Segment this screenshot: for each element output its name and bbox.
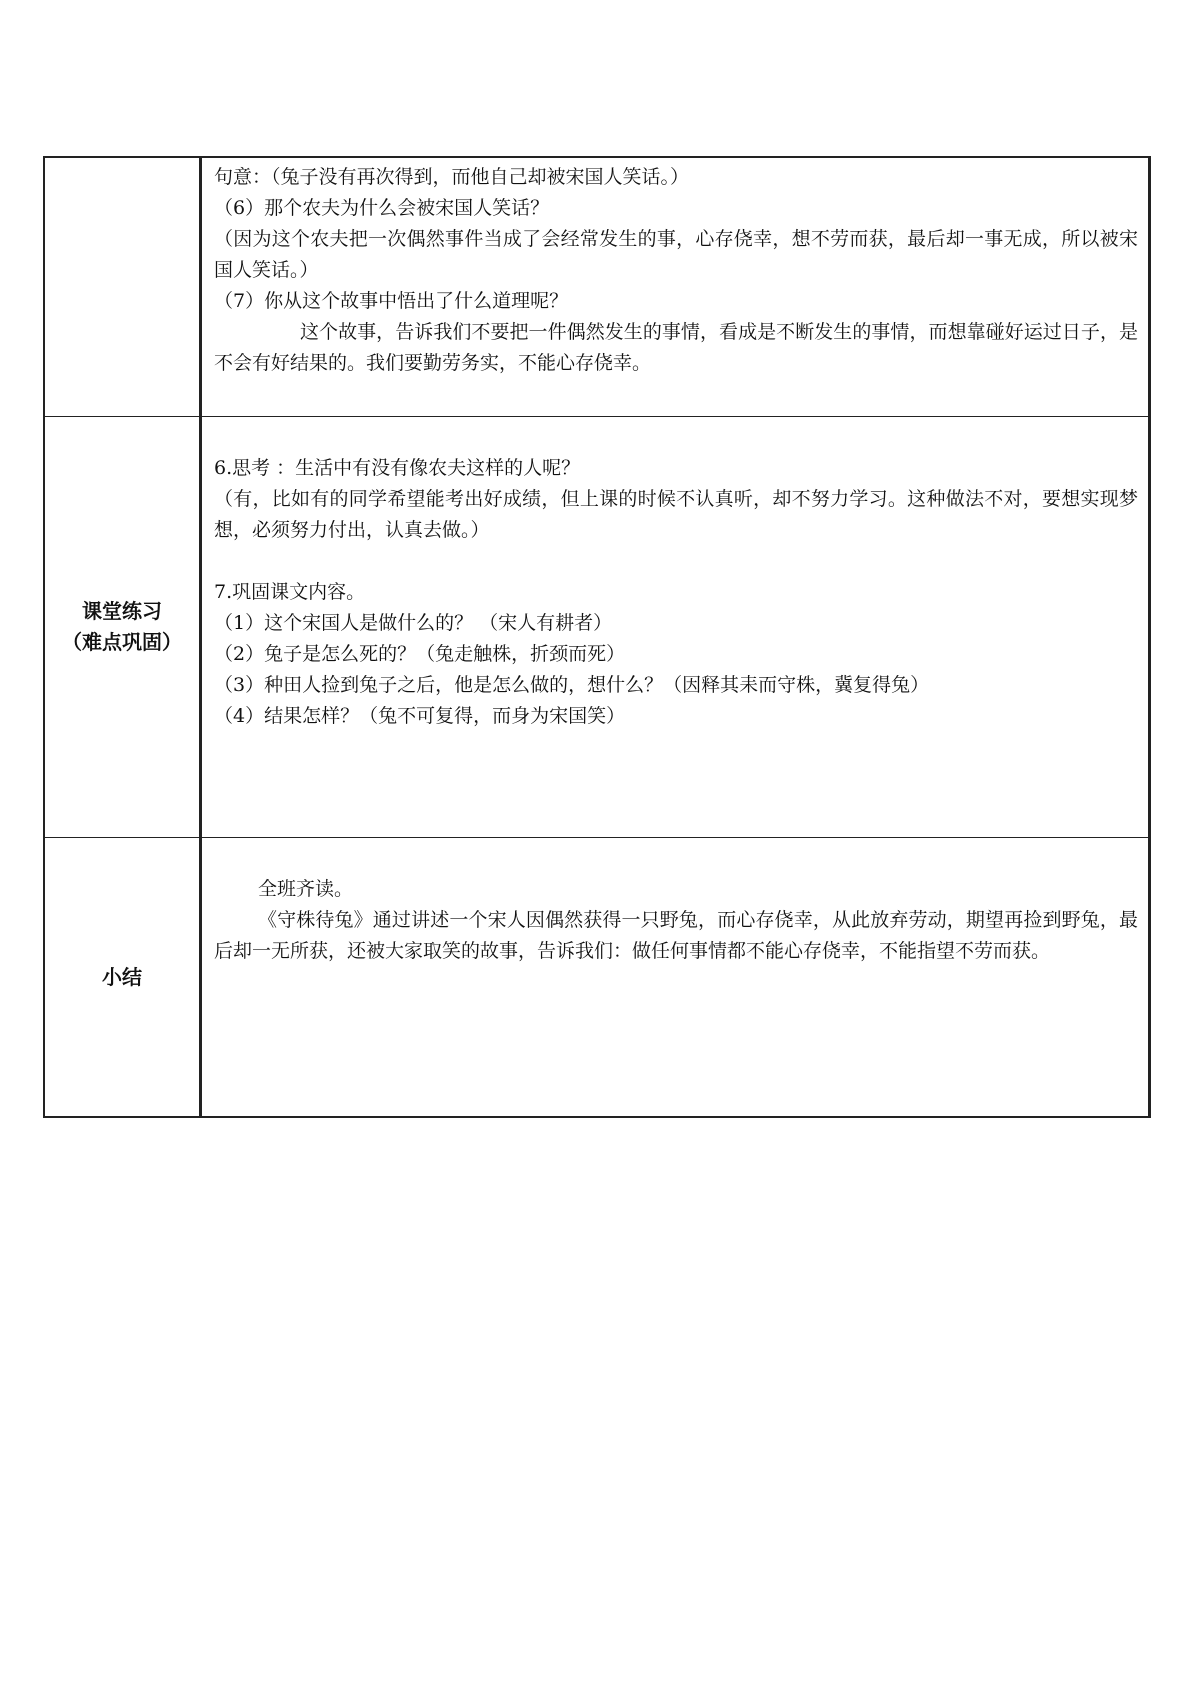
table-row (44, 157, 1150, 417)
text-line: 7.巩固课文内容。 (214, 581, 366, 603)
text-paragraph: 《守株待兔》通过讲述一个宋人因偶然获得一只野兔，而心存侥幸，从此放弃劳动，期望再捡到野兔，最后却一无所获，还被大家取笑的故事，告诉我们：做任何事情都不能心存侥幸，不能指望不劳而获。 (214, 909, 1138, 962)
text-line: 6.思考 ：生活中有没有像农夫这样的人呢？ (214, 457, 581, 479)
row-label: 课堂练习 (82, 599, 162, 623)
text-line: （7）你从这个故事中悟出了什么道理呢？ (214, 290, 569, 312)
text-line: （2）兔子是怎么死的？（兔走触株，折颈而死） (214, 643, 626, 665)
text-line: （4）结果怎样？（兔不可复得，而身为宋国笑） (214, 705, 626, 727)
row-label-cell (44, 417, 201, 838)
text-line: 句意：（兔子没有再次得到，而他自己却被宋国人笑话。） (214, 166, 690, 188)
text-line: （6）那个农夫为什么会被宋国人笑话？ (214, 197, 550, 219)
row-label: 小结 (102, 964, 142, 989)
blank-line (214, 546, 1138, 577)
row-content-cell (201, 417, 1150, 838)
text-line: （3）种田人捡到兔子之后，他是怎么做的，想什么？（因释其耒而守株，冀复得兔） (214, 674, 930, 696)
lesson-plan-table (43, 156, 1151, 1118)
row-label-cell (44, 157, 201, 417)
text-line: （有，比如有的同学希望能考出好成绩，但上课的时候不认真听，却不努力学习。这种做法不对，要想实现梦想，必须努力付出，认真去做。） (214, 488, 1138, 541)
table-row (44, 417, 1150, 838)
table-row (44, 838, 1150, 1118)
text-paragraph: 这个故事，告诉我们不要把一件偶然发生的事情，看成是不断发生的事情，而想靠碰好运过日子，是不会有好结果的。我们要勤劳务实，不能心存侥幸。 (214, 321, 1138, 374)
row-sublabel: （难点巩固） (62, 630, 182, 654)
row-label-cell (44, 838, 201, 1118)
text-line: 全班齐读。 (258, 878, 354, 900)
text-line: （1）这个宋国人是做什么的？ （宋人有耕者） (214, 612, 613, 634)
row-content-cell (201, 838, 1150, 1118)
row-content-cell (201, 157, 1150, 417)
text-line: （因为这个农夫把一次偶然事件当成了会经常发生的事，心存侥幸，想不劳而获，最后却一事无成，所以被宋国人笑话。） (214, 228, 1138, 281)
